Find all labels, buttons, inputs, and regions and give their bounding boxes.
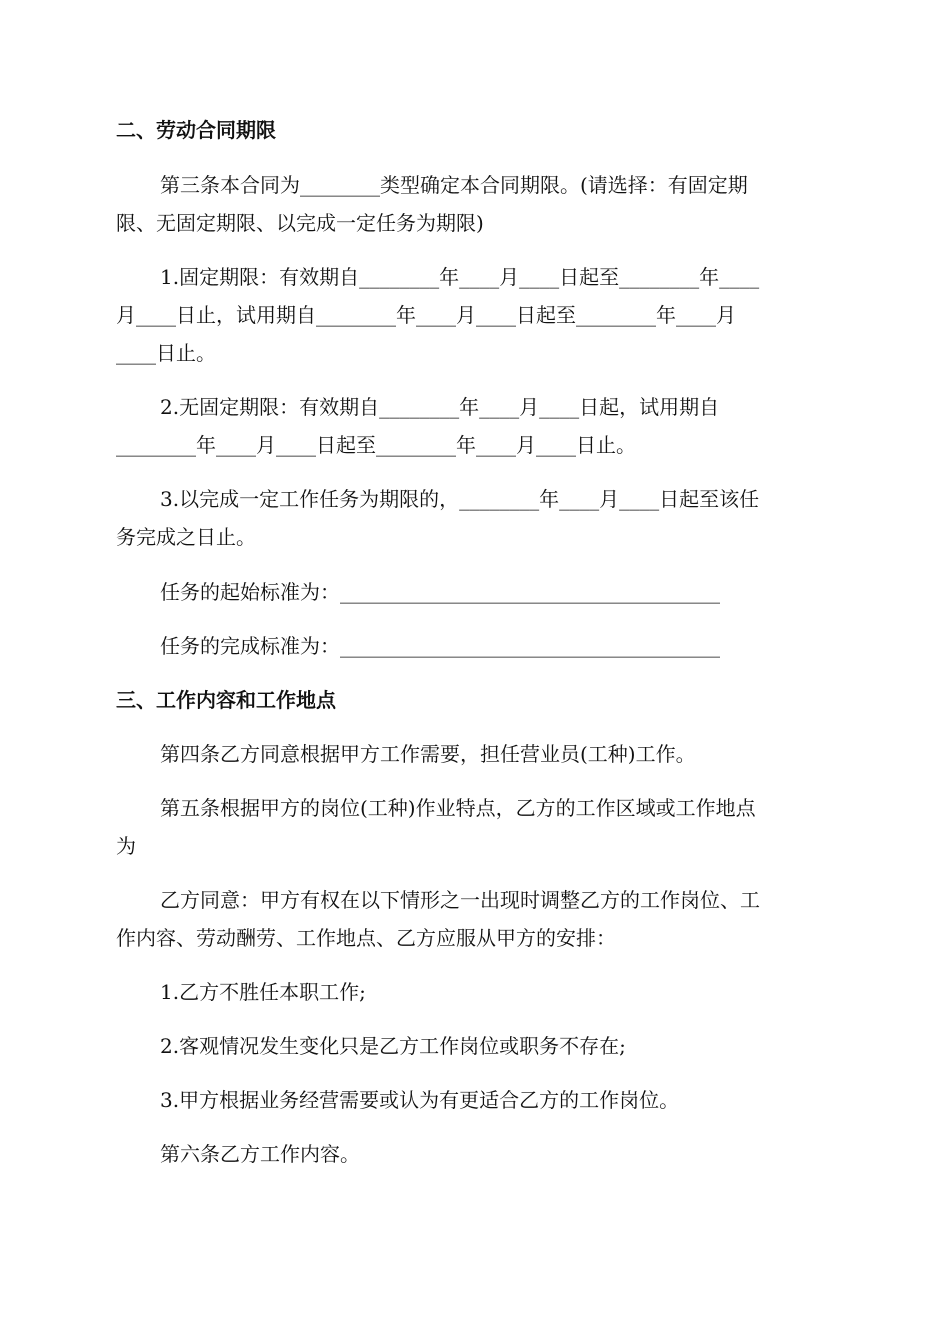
task-end-standard: 任务的完成标准为：______________________________________: [160, 634, 720, 658]
article-5-line-2: 为: [116, 834, 136, 858]
fixed-term-line-3: ____日止。: [116, 341, 216, 365]
task-term-line-1: 3.以完成一定工作任务为期限的，________年____月____日起至该任: [160, 487, 760, 511]
agreement-line-2: 作内容、劳动酬劳、工作地点、乙方应服从甲方的安排：: [116, 926, 616, 950]
task-term-line-2: 务完成之日止。: [116, 525, 256, 549]
list-item-3: 3.甲方根据业务经营需要或认为有更适合乙方的工作岗位。: [160, 1088, 680, 1112]
article-4: 第四条乙方同意根据甲方工作需要，担任营业员(工种)工作。: [160, 742, 696, 766]
fixed-term-line-1: 1.固定期限：有效期自________年____月____日起至________年____: [160, 265, 760, 289]
open-term-line-1: 2.无固定期限：有效期自________年____月____日起，试用期自: [160, 395, 720, 419]
agreement-line-1: 乙方同意：甲方有权在以下情形之一出现时调整乙方的工作岗位、工: [160, 888, 760, 912]
article-5-line-1: 第五条根据甲方的岗位(工种)作业特点，乙方的工作区域或工作地点: [160, 796, 756, 820]
list-item-1: 1.乙方不胜任本职工作;: [160, 980, 366, 1004]
list-item-2: 2.客观情况发生变化只是乙方工作岗位或职务不存在;: [160, 1034, 626, 1058]
article-6: 第六条乙方工作内容。: [160, 1142, 360, 1166]
article-3-line-1: 第三条本合同为________类型确定本合同期限。(请选择：有固定期: [160, 173, 748, 197]
section-heading-contract-term: 二、劳动合同期限: [116, 118, 276, 142]
open-term-line-2: ________年____月____日起至________年____月____日止。: [116, 433, 636, 457]
task-start-standard: 任务的起始标准为：______________________________________: [160, 580, 720, 604]
section-heading-work-content: 三、工作内容和工作地点: [116, 688, 336, 712]
article-3-line-2: 限、无固定期限、以完成一定任务为期限): [116, 211, 484, 235]
fixed-term-line-2: 月____日止，试用期自________年____月____日起至________年____月: [116, 303, 736, 327]
